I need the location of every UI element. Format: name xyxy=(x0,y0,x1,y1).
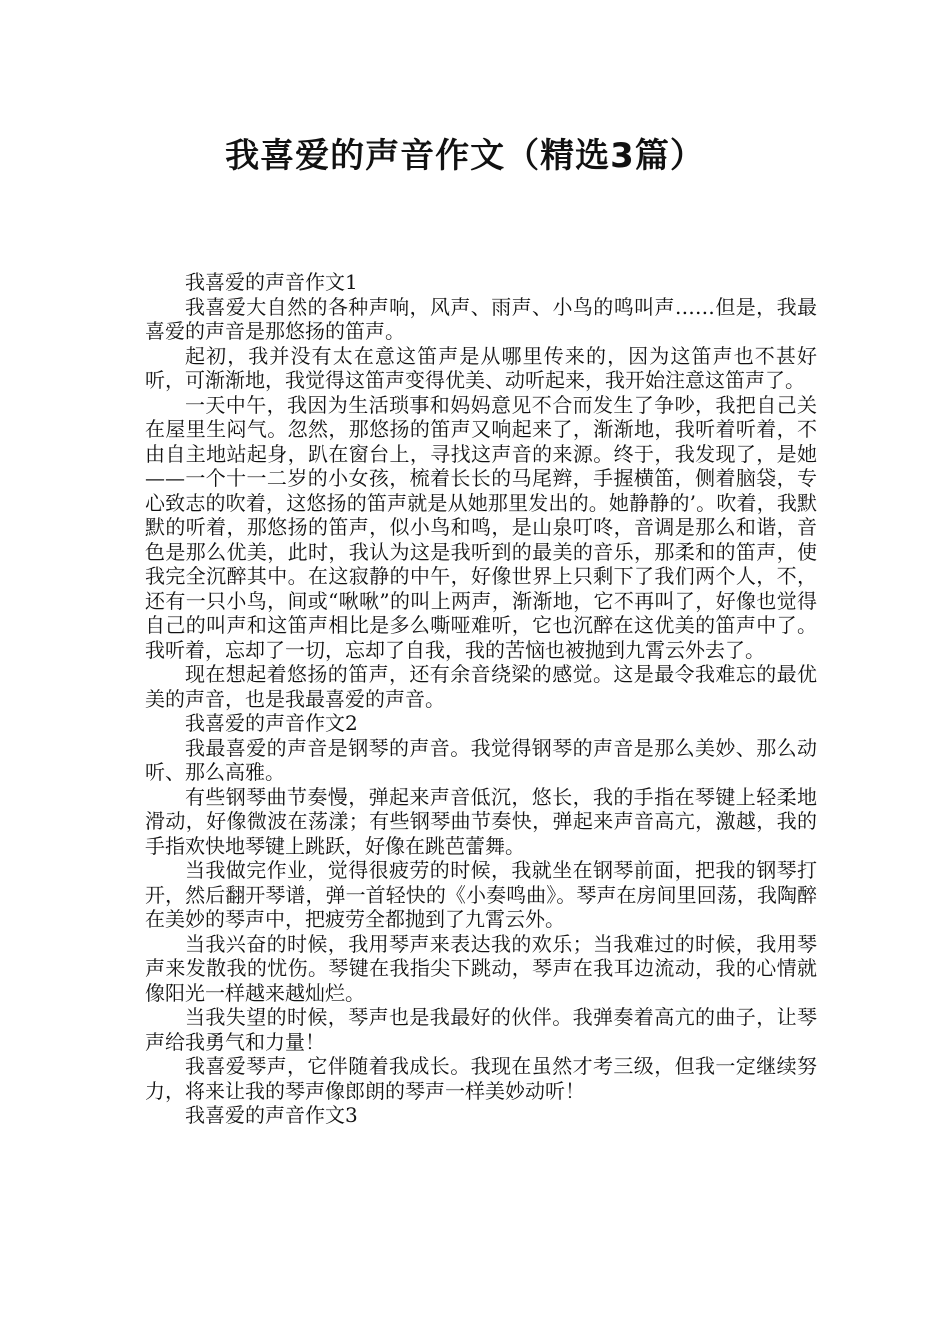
essay-heading-2: 我喜爱的声音作文2 xyxy=(185,711,358,735)
paragraph: 有些钢琴曲节奏慢，弹起来声音低沉，悠长，我的手指在琴键上轻柔地滑动，好像微波在荡漾；有些钢琴曲节奏快，弹起来声音高亢，激越，我的手指欢快地琴键上跳跃，好像在跳芭蕾舞。 xyxy=(145,784,817,858)
paragraph: 现在想起着悠扬的笛声，还有余音绕梁的感觉。这是最令我难忘的最优美的声音，也是我最喜爱的声音。 xyxy=(145,662,817,711)
paragraph: 当我兴奋的时候，我用琴声来表达我的欢乐；当我难过的时候，我用琴声来发散我的忧伤。琴键在我指尖下跳动，琴声在我耳边流动，我的心情就像阳光一样越来越灿烂。 xyxy=(145,931,817,1005)
paragraph: 当我做完作业，觉得很疲劳的时候，我就坐在钢琴前面，把我的钢琴打开，然后翻开琴谱，弹一首轻快的《小奏鸣曲》。琴声在房间里回荡，我陶醉在美妙的琴声中，把疲劳全都抛到了九霄云外。 xyxy=(145,858,817,931)
paragraph: 起初，我并没有太在意这笛声是从哪里传来的，因为这笛声也不甚好听，可渐渐地，我觉得这笛声变得优美、动听起来，我开始注意这笛声了。 xyxy=(145,343,817,392)
paragraph: 一天中午，我因为生活琐事和妈妈意见不合而发生了争吵，我把自己关在屋里生闷气。忽然，那悠扬的笛声又响起来了，渐渐地，我听着听着，不由自主地站起身，趴在窗台上，寻找这声音的来源。终于，我发现了，是她——一个十一二岁的小女孩，梳着长长的马尾辫，手握横笛，侧着脑袋，专心致志的吹着，这悠扬的笛声就是从她那里发出的。她静静的’。吹着，我默默的听着，那悠扬的笛声，似小鸟和鸣，是山泉叮咚，音调是那么和谐，音色是那么优美，此时，我认为这是我听到的最美的音乐，那柔和的笛声，使我完全沉醉其中。在这寂静的中午，好像世界上只剩下了我们两个人，不，还有一只小鸟，间或“啾啾”的叫上两声，渐渐地，它不再叫了，好像也觉得自己的叫声和这笛声相比是多么嘶哑难听，它也沉醉在这优美的笛声中了。我听着，忘却了一切，忘却了自我，我的苦恼也被抛到九霄云外去了。 xyxy=(145,392,817,662)
paragraph: 我最喜爱的声音是钢琴的声音。我觉得钢琴的声音是那么美妙、那么动听、那么高雅。 xyxy=(145,735,817,784)
paragraph: 当我失望的时候，琴声也是我最好的伙伴。我弹奏着高亢的曲子，让琴声给我勇气和力量！ xyxy=(145,1005,817,1054)
essay-heading-3: 我喜爱的声音作文3 xyxy=(185,1103,358,1127)
paragraph: 我喜爱大自然的各种声响，风声、雨声、小鸟的鸣叫声……但是，我最喜爱的声音是那悠扬的笛声。 xyxy=(145,294,817,343)
paragraph: 我喜爱琴声，它伴随着我成长。我现在虽然才考三级，但我一定继续努力，将来让我的琴声像郎朗的琴声一样美妙动听！ xyxy=(145,1054,817,1103)
essay-heading-1: 我喜爱的声音作文1 xyxy=(185,270,358,294)
document-title: 我喜爱的声音作文（精选3篇） xyxy=(225,136,705,176)
document-body xyxy=(145,270,817,1128)
